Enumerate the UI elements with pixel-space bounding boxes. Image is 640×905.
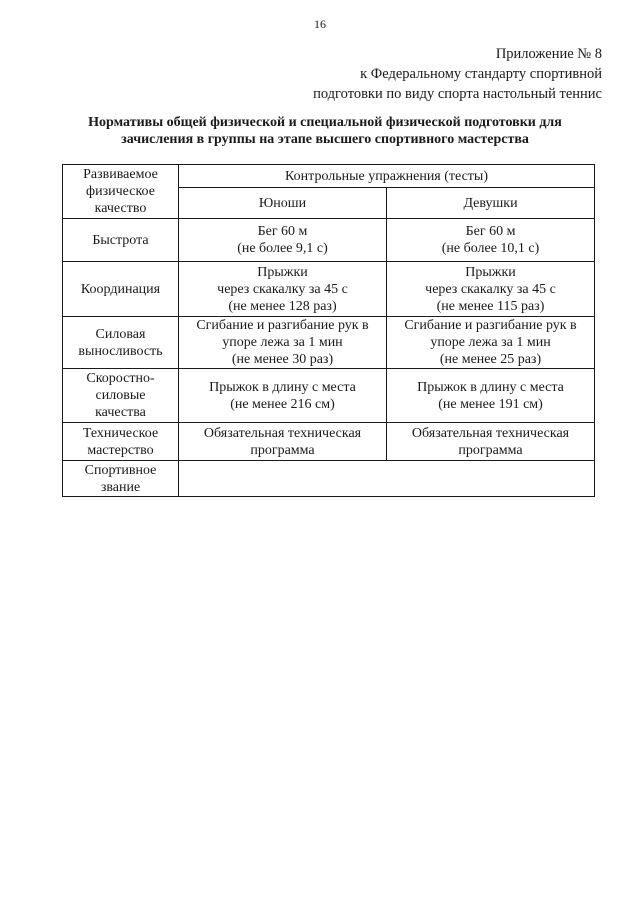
cell-line: Обязательная техническая xyxy=(203,425,362,441)
cell-line: Силовая xyxy=(95,326,146,342)
cell-line: (не менее 191 см) xyxy=(438,396,543,412)
header-quality xyxy=(63,165,179,219)
cell-line: (не менее 216 см) xyxy=(230,396,335,412)
cell-line: Сгибание и разгибание рук в xyxy=(404,318,577,333)
cell-line: программа xyxy=(458,442,523,458)
girls-cell xyxy=(387,317,595,369)
table-row xyxy=(63,219,595,262)
quality-cell xyxy=(63,262,179,317)
title-line: зачисления в группы на этапе высшего спортивного мастерства xyxy=(121,132,529,147)
cell-line: выносливость xyxy=(78,343,163,359)
boys-cell xyxy=(179,219,387,262)
header-boys: Юноши xyxy=(179,188,387,219)
document-title xyxy=(40,114,610,148)
quality-cell xyxy=(63,317,179,369)
quality-cell xyxy=(63,461,179,497)
cell-line: (не более 9,1 с) xyxy=(237,241,328,256)
page-number: 16 xyxy=(314,17,326,31)
cell-line: через скакалку за 45 с xyxy=(425,281,556,297)
cell-line: Техническое xyxy=(82,425,159,441)
boys-cell xyxy=(179,262,387,317)
girls-cell xyxy=(387,423,595,461)
boys-cell xyxy=(179,423,387,461)
girls-cell xyxy=(387,219,595,262)
girls-cell xyxy=(387,262,595,317)
combined-cell xyxy=(179,461,595,497)
cell-line: Сгибание и разгибание рук в xyxy=(196,318,369,333)
cell-line: Скоростно- xyxy=(86,371,155,386)
cell-line: силовые xyxy=(95,388,146,403)
appendix-line: подготовки по виду спорта настольный теннис xyxy=(313,86,602,102)
cell-line: (не менее 115 раз) xyxy=(436,298,545,314)
cell-line: программа xyxy=(250,442,315,458)
header-tests: Контрольные упражнения (тесты) xyxy=(179,165,595,188)
cell-line: (не менее 128 раз) xyxy=(228,298,337,314)
cell-line: Развиваемое xyxy=(83,167,158,182)
cell-line: Прыжок в длину с места xyxy=(417,379,564,395)
cell-line: Обязательная техническая xyxy=(411,425,570,441)
cell-line: Прыжки xyxy=(257,264,308,280)
cell-line: Бег 60 м xyxy=(257,224,308,239)
table-row xyxy=(63,461,595,497)
boys-cell xyxy=(179,369,387,423)
boys-cell xyxy=(179,317,387,369)
cell-line: Прыжки xyxy=(465,264,516,280)
quality-cell xyxy=(63,369,179,423)
cell-line: Бег 60 м xyxy=(465,224,516,239)
cell-line: через скакалку за 45 с xyxy=(217,281,348,297)
appendix-line: к Федеральному стандарту спортивной xyxy=(360,66,602,82)
table-row xyxy=(63,369,595,423)
cell-line: звание xyxy=(100,479,141,495)
cell-line: упоре лежа за 1 мин xyxy=(222,335,343,350)
cell-line: Быстрота xyxy=(92,232,149,248)
cell-line: упоре лежа за 1 мин xyxy=(430,335,551,350)
cell-line: (не менее 30 раз) xyxy=(231,352,334,367)
cell-line: качества xyxy=(95,405,146,420)
cell-line: (не более 10,1 с) xyxy=(441,241,540,256)
quality-cell xyxy=(63,423,179,461)
cell-line: Координация xyxy=(80,281,161,297)
cell-line: Прыжок в длину с места xyxy=(209,379,356,395)
header-girls: Девушки xyxy=(387,188,595,219)
norms-table xyxy=(62,164,595,497)
table-header-row xyxy=(63,165,595,188)
cell-line: Спортивное xyxy=(84,462,157,478)
appendix-reference xyxy=(313,44,602,104)
table-row xyxy=(63,262,595,317)
cell-line: (не менее 25 раз) xyxy=(439,352,542,367)
table-row xyxy=(63,317,595,369)
cell-line: качество xyxy=(94,201,147,216)
cell-line: мастерство xyxy=(87,442,154,458)
quality-cell xyxy=(63,219,179,262)
appendix-line: Приложение № 8 xyxy=(495,46,602,62)
table-row xyxy=(63,423,595,461)
girls-cell xyxy=(387,369,595,423)
title-line: Нормативы общей физической и специальной физической подготовки для xyxy=(88,115,562,130)
cell-line: физическое xyxy=(86,184,155,199)
